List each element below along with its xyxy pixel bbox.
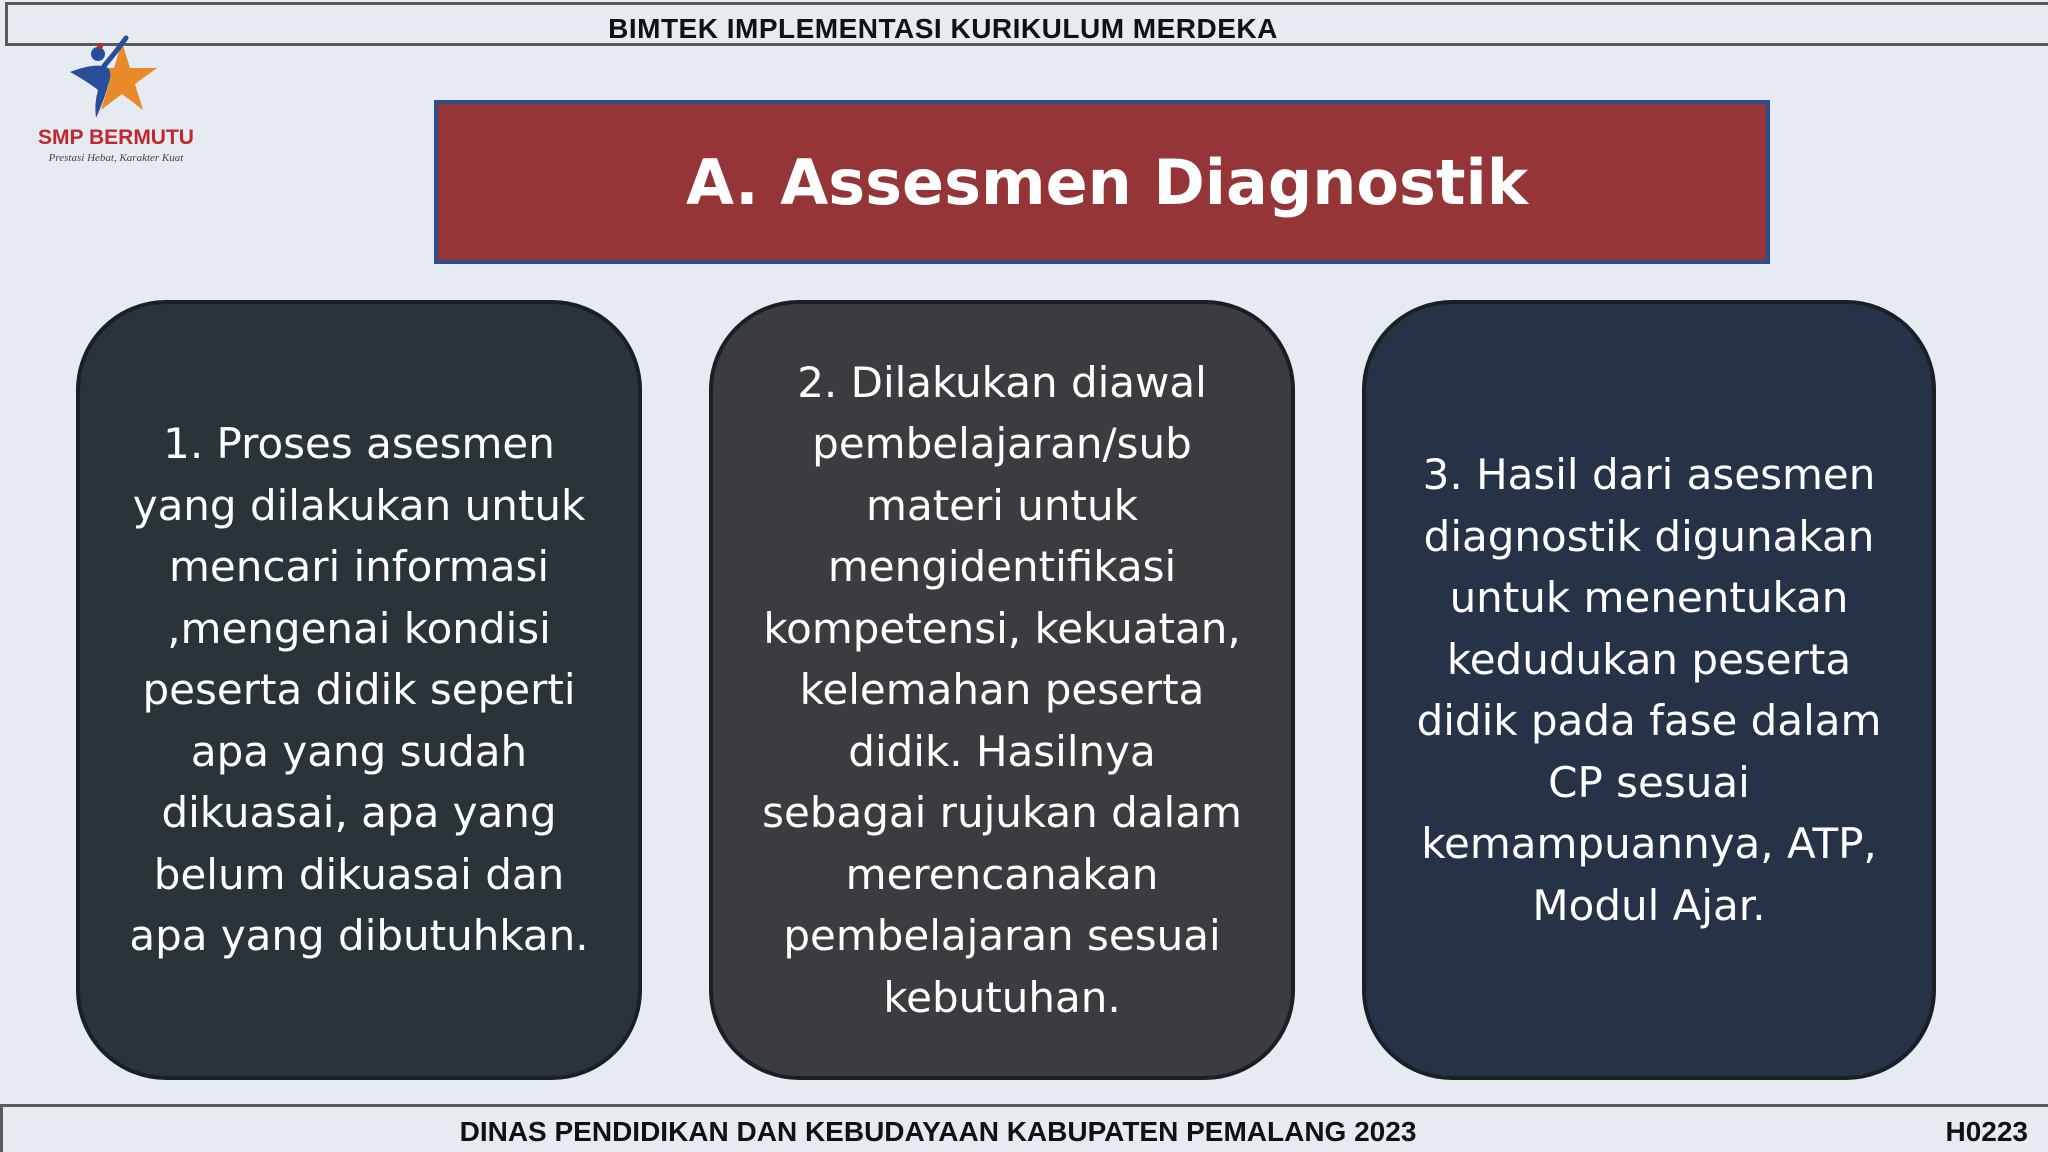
info-card-3-text: 3. Hasil dari asesmen diagnostik digunakan untuk menentukan kedudukan peserta didik pada fase dalam CP sesuai kemampuannya, ATP, Modul Ajar. [1416,450,1882,930]
info-card-1 [76,300,642,1080]
info-card-2 [709,300,1295,1080]
slide-title: A. Assesmen Diagnostik [685,145,1529,219]
footer-text: DINAS PENDIDIKAN DAN KEBUDAYAAN KABUPATEN PEMALANG 2023 [459,1116,1417,1147]
school-logo [26,34,206,174]
logo-tagline: Prestasi Hebat, Karakter Kuat [48,152,184,164]
header-bar [5,2,2048,46]
footer-bar [0,1104,2048,1152]
slide-title-box [434,100,1770,264]
footer-code: H0223 [1945,1116,2028,1147]
star-figure-logo-icon [60,34,170,126]
info-card-2-text: 2. Dilakukan diawal pembelajaran/sub materi untuk mengidentifikasi kompetensi, kekuatan, kelemahan peserta didik. Hasilnya sebagai rujukan dalam merencanakan pembelajaran sesuai kebutuhan. [762,357,1242,1022]
header-title: BIMTEK IMPLEMENTASI KURIKULUM MERDEKA [608,13,1278,44]
info-card-1-text: 1. Proses asesmen yang dilakukan untuk mencari informasi ,mengenai kondisi peserta didik seperti apa yang sudah dikuasai, apa yang belum dikuasai dan apa yang dibutuhkan. [129,419,589,961]
logo-name: SMP BERMUTU [38,126,194,149]
info-card-3 [1362,300,1936,1080]
